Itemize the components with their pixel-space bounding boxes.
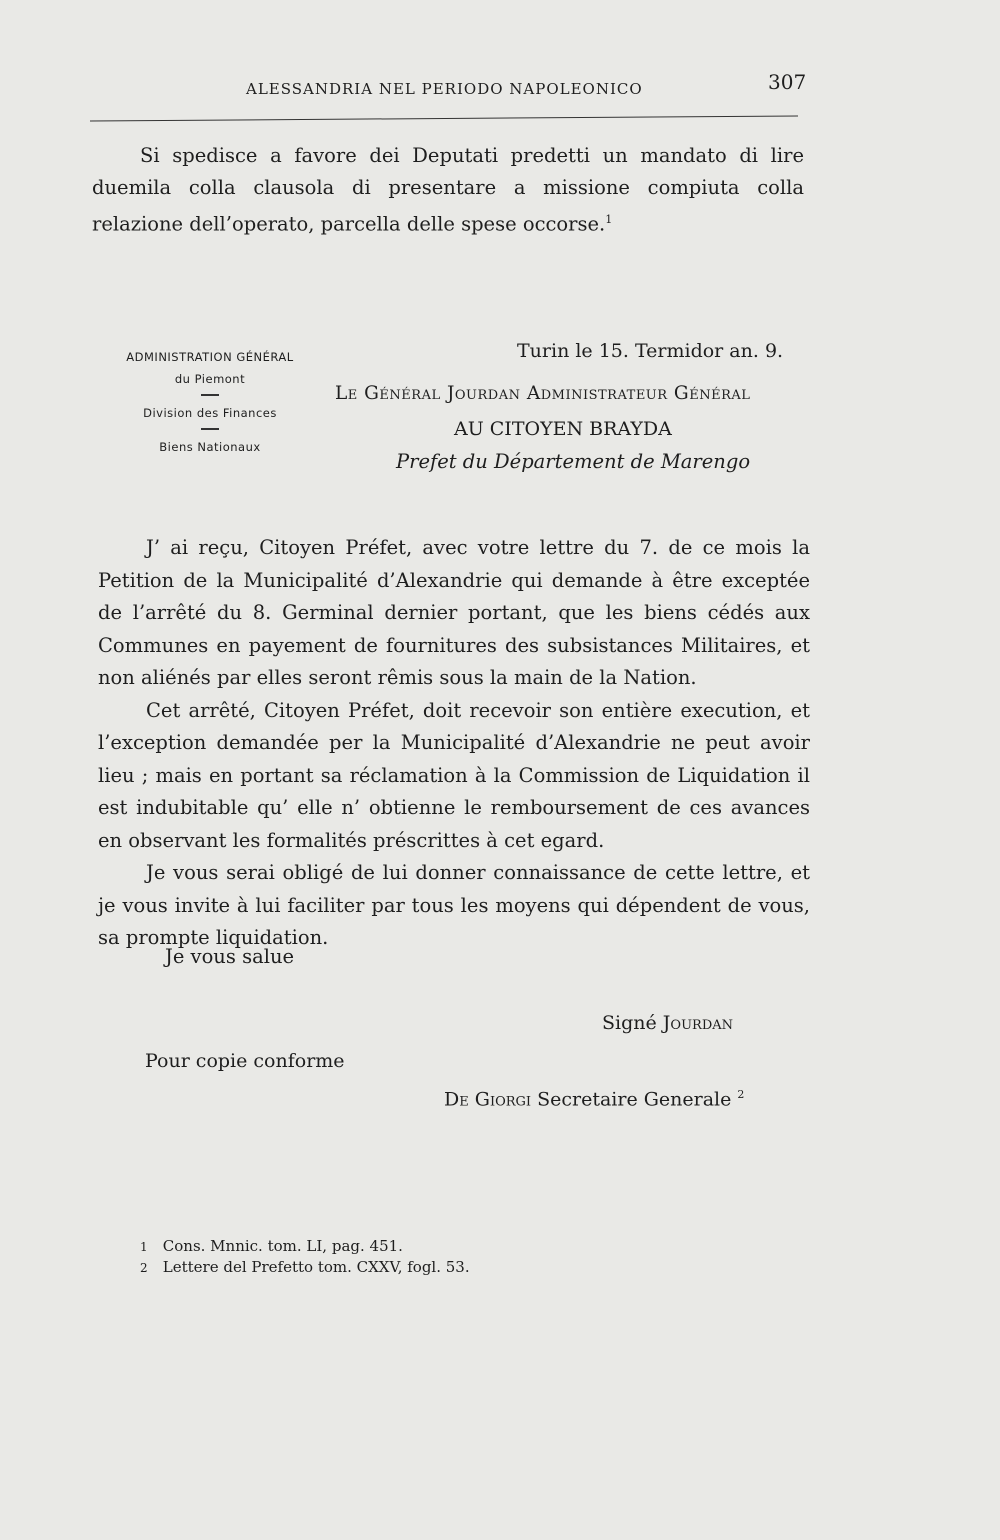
letter-paragraph-1: J’ ai reçu, Citoyen Préfet, avec votre lettre du 7. de ce mois la Petition de la Municipalité d’Alexandrie qui demande à être exceptée de l’arrêté du 8. Germinal dernier portant, que les biens cédés aux Communes en payement de fournitures des subsistances Militaires, et non aliénés par elles seront rêmis sous la main de la Nation.	[98, 536, 810, 689]
letter-body	[98, 532, 810, 955]
signature-name: Jourdan	[662, 1012, 734, 1034]
letterhead-administration: ADMINISTRATION GÉNÉRAL	[126, 350, 294, 364]
letterhead-region: du Piemont	[174, 372, 246, 386]
letterhead-divider	[201, 428, 219, 430]
intro-paragraph	[92, 140, 804, 241]
intro-text: Si spedisce a favore dei Deputati predetti un mandato di lire duemila colla clausola di presentare a missione compiuta colla relazione dell’operato, parcella delle spese occorse.	[92, 144, 804, 236]
copy-note: Pour copie conforme	[145, 1050, 345, 1072]
letterhead-office: Biens Nationaux	[159, 440, 261, 454]
footnote-ref-2: 2	[737, 1088, 745, 1101]
secretary-line	[444, 1088, 744, 1110]
letterhead-divider	[201, 394, 219, 396]
addressee-title: Prefet du Département de Marengo	[396, 450, 751, 473]
footnote-2	[140, 1257, 470, 1278]
sender-line: Le Général Jourdan Administrateur Général	[335, 383, 751, 404]
letterhead-division: Division des Finances	[143, 406, 277, 420]
date-line: Turin le 15. Termidor an. 9.	[517, 340, 784, 362]
footnote-1	[140, 1236, 470, 1257]
secretary-name: De Giorgi	[444, 1088, 532, 1111]
salutation: Je vous salue	[165, 945, 295, 968]
running-header: ALESSANDRIA NEL PERIODO NAPOLEONICO	[246, 80, 643, 98]
secretary-title: Secretaire Generale	[537, 1088, 732, 1111]
letterhead	[100, 350, 320, 462]
letter-paragraph-3: Je vous serai obligé de lui donner connaissance de cette lettre, et je vous invite à lui faciliter par tous les moyens qui dépendent de vous, sa prompte liquidation.	[98, 861, 810, 949]
addressee-line: AU CITOYEN BRAYDA	[454, 418, 672, 440]
page-number: 307	[768, 70, 807, 94]
footnote-number: 2	[140, 1261, 148, 1275]
signature-prefix: Signé	[602, 1012, 657, 1034]
letter-paragraph-2: Cet arrêté, Citoyen Préfet, doit recevoir son entière execution, et l’exception demandée per la Municipalité d’Alexandrie ne peut avoir lieu ; mais en portant sa réclamation à la Commission de Liquidation il est indubitable qu’ elle n’ obtienne le remboursement de ces avances en observant les formalités préscrittes à cet egard.	[98, 698, 810, 852]
footnotes	[140, 1236, 470, 1278]
footnote-text: Lettere del Prefetto tom. CXXV, fogl. 53.	[162, 1258, 470, 1276]
header-rule	[90, 116, 798, 122]
footnote-number: 1	[140, 1240, 148, 1254]
signature-line	[602, 1012, 733, 1034]
footnote-ref-1: 1	[605, 213, 613, 226]
footnote-text: Cons. Mnnic. tom. LI, pag. 451.	[162, 1237, 403, 1255]
